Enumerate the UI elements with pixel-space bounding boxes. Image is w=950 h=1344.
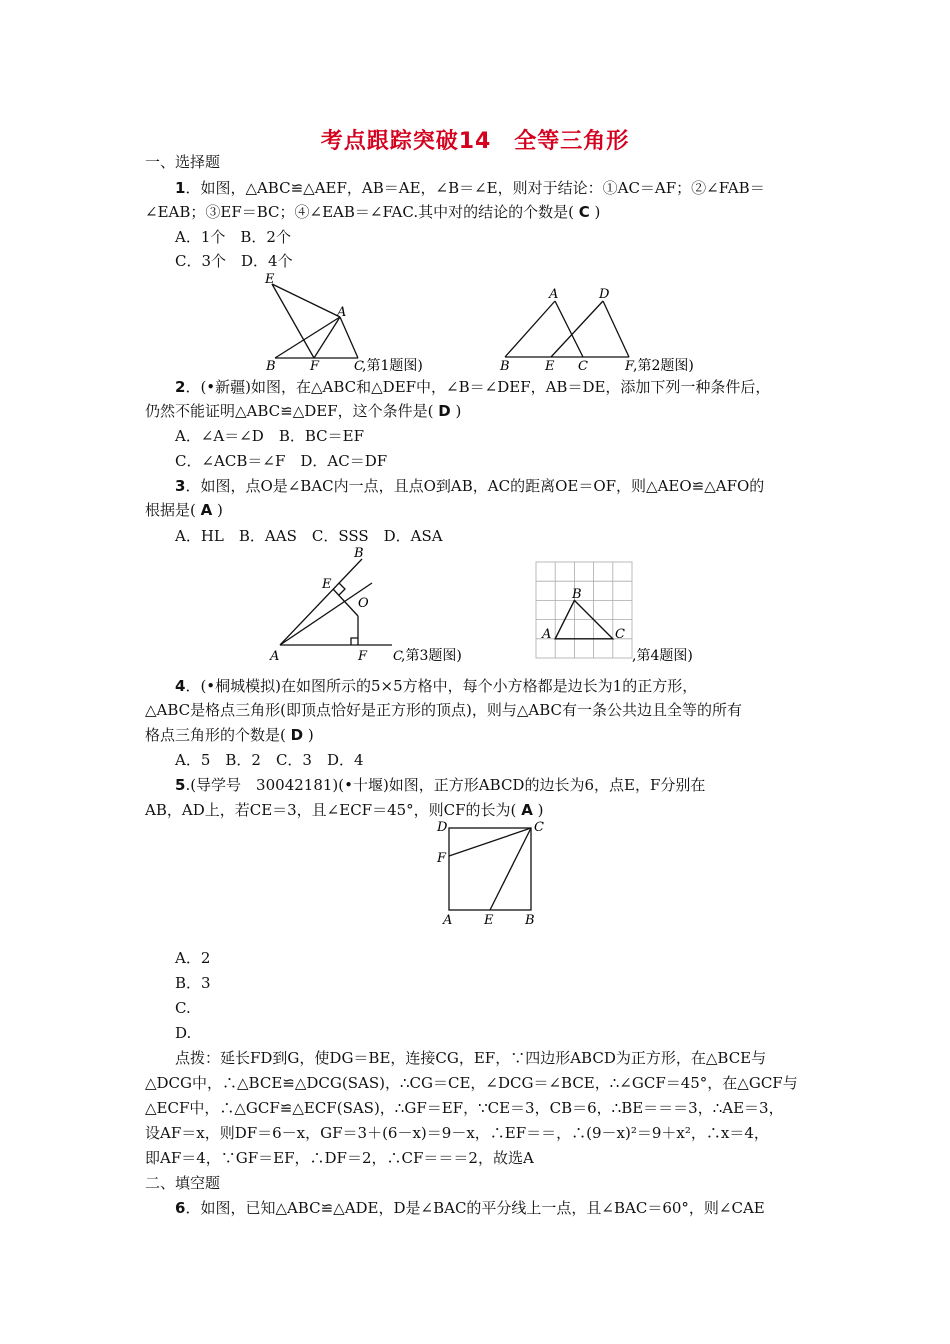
answer-mark: C [578, 203, 590, 221]
question-3-line-2: 根据是( A ) [145, 501, 223, 519]
question-2-options-cd: C．∠ACB＝∠F D．AC＝DF [175, 452, 388, 470]
point-label-c: C [354, 359, 364, 374]
question-2-line-2: 仍然不能证明△ABC≌△DEF，这个条件是( D ) [145, 402, 462, 420]
point-label-f: F [625, 359, 635, 374]
figure-2 [495, 285, 725, 375]
point-label-c: C [578, 359, 588, 374]
question-1-line-1: 1．如图，△ABC≌△AEF，AB＝AE，∠B＝∠E，则对于结论：①AC＝AF；②∠FAB＝ [175, 179, 765, 197]
question-6-line-1: 6．如图，已知△ABC≌△ADE，D是∠BAC的平分线上一点，且∠BAC＝60°，则∠CAE [175, 1199, 765, 1217]
question-number: 3 [175, 477, 186, 495]
question-4-line-1: 4．(•桐城模拟)在如图所示的5×5方格中，每个小方格都是边长为1的正方形， [175, 677, 698, 695]
question-5-line-1: 5.(导学号 30042181)(•十堰)如图，正方形ABCD的边长为6，点E，F分别在 [175, 776, 706, 794]
hint-line-3: △ECF中，∴△GCF≌△ECF(SAS)，∴GF＝EF，∵CE＝3，CB＝6，∴BE＝＝＝3，∴AE＝3， [145, 1099, 784, 1117]
figure-3-caption: ,第3题图) [401, 648, 462, 664]
figure-1-caption: ,第1题图) [362, 358, 423, 374]
hint-line-5: 即AF＝4，∵GF＝EF，∴DF＝2，∴CF＝＝＝2，故选A [145, 1149, 534, 1167]
point-label-c: C [534, 820, 544, 835]
figure-4 [530, 558, 760, 668]
point-label-b: B [354, 546, 364, 561]
question-number: 6 [175, 1199, 186, 1217]
question-5-option-b: B．3 [175, 974, 211, 992]
question-3-options: A．HL B．AAS C．SSS D．ASA [175, 527, 443, 545]
point-label-a: A [337, 305, 347, 320]
point-label-e: E [484, 913, 494, 928]
hint-line-2: △DCG中，∴△BCE≌△DCG(SAS)，∴CG＝CE，∠DCG＝∠BCE，∴∠GCF＝45°，在△GCF与 [145, 1074, 798, 1092]
hint-line-4: 设AF＝x，则DF＝6－x，GF＝3＋(6－x)＝9－x，∴EF＝＝，∴(9－x)²＝9＋x²，∴x＝4， [145, 1124, 769, 1142]
point-label-a: A [542, 627, 552, 642]
question-3-line-1: 3．如图，点O是∠BAC内一点，且点O到AB，AC的距离OE＝OF，则△AEO≌△AFO的 [175, 477, 765, 495]
point-label-f: F [310, 359, 320, 374]
question-1-line-2: ∠EAB；③EF＝BC；④∠EAB＝∠FAC.其中对的结论的个数是( C ) [145, 203, 601, 221]
question-2-line-1: 2．(•新疆)如图，在△ABC和△DEF中，∠B＝∠DEF，AB＝DE，添加下列一种条件后， [175, 378, 771, 396]
point-label-o: O [358, 596, 369, 611]
figure-1-diagram [262, 270, 462, 375]
point-label-a: A [270, 649, 280, 664]
question-4-line-3: 格点三角形的个数是( D ) [145, 726, 314, 744]
figure-4-grid-diagram [530, 558, 760, 668]
figure-2-caption: ,第2题图) [633, 358, 694, 374]
figure-5 [430, 818, 560, 933]
answer-mark: A [521, 801, 533, 819]
question-5-option-d: D. [175, 1024, 192, 1042]
section-heading-choice: 一、选择题 [145, 153, 221, 171]
figure-3-diagram [266, 545, 496, 667]
answer-mark: D [438, 402, 451, 420]
point-label-e: E [322, 577, 332, 592]
question-1-options-ab: A．1个 B．2个 [175, 228, 291, 246]
point-label-f: F [358, 649, 368, 664]
figure-1 [262, 270, 462, 375]
figure-2-diagram [495, 285, 725, 375]
point-label-a: A [549, 287, 559, 302]
point-label-b: B [266, 359, 276, 374]
point-label-c: C [393, 649, 403, 664]
question-number: 2 [175, 378, 186, 396]
answer-mark: A [200, 501, 213, 519]
point-label-f: F [437, 851, 447, 866]
section-heading-fill-in: 二、填空题 [145, 1174, 221, 1192]
point-label-a: A [443, 913, 453, 928]
question-2-options-ab: A．∠A＝∠D B．BC＝EF [175, 427, 364, 445]
question-5-option-a: A．2 [175, 949, 211, 967]
question-4-line-2: △ABC是格点三角形(即顶点恰好是正方形的顶点)，则与△ABC有一条公共边且全等的所有 [145, 701, 743, 719]
point-label-e: E [545, 359, 555, 374]
question-4-options: A．5 B．2 C．3 D．4 [175, 751, 364, 769]
point-label-d: D [599, 287, 610, 302]
point-label-c: C [615, 627, 625, 642]
question-number: 4 [175, 677, 186, 695]
point-label-b: B [572, 587, 582, 602]
question-5-line-2: AB，AD上，若CE＝3，且∠ECF＝45°，则CF的长为( A ) [145, 801, 544, 819]
question-5-option-c: C. [175, 999, 191, 1017]
point-label-d: D [437, 820, 448, 835]
answer-mark: D [290, 726, 304, 744]
point-label-b: B [525, 913, 535, 928]
figure-5-square-diagram [430, 818, 560, 933]
question-number: 1 [175, 179, 186, 197]
question-number: 5 [175, 776, 186, 794]
question-1-options-cd: C．3个 D．4个 [175, 252, 293, 270]
point-label-e: E [265, 272, 275, 287]
figure-3 [266, 545, 496, 667]
page-title: 考点跟踪突破14 全等三角形 [320, 129, 630, 154]
point-label-b: B [500, 359, 510, 374]
hint-line-1: 点拨：延长FD到G，使DG＝BE，连接CG，EF，∵四边形ABCD为正方形，在△BCE与 [175, 1049, 767, 1067]
figure-4-caption: ,第4题图) [632, 648, 693, 664]
